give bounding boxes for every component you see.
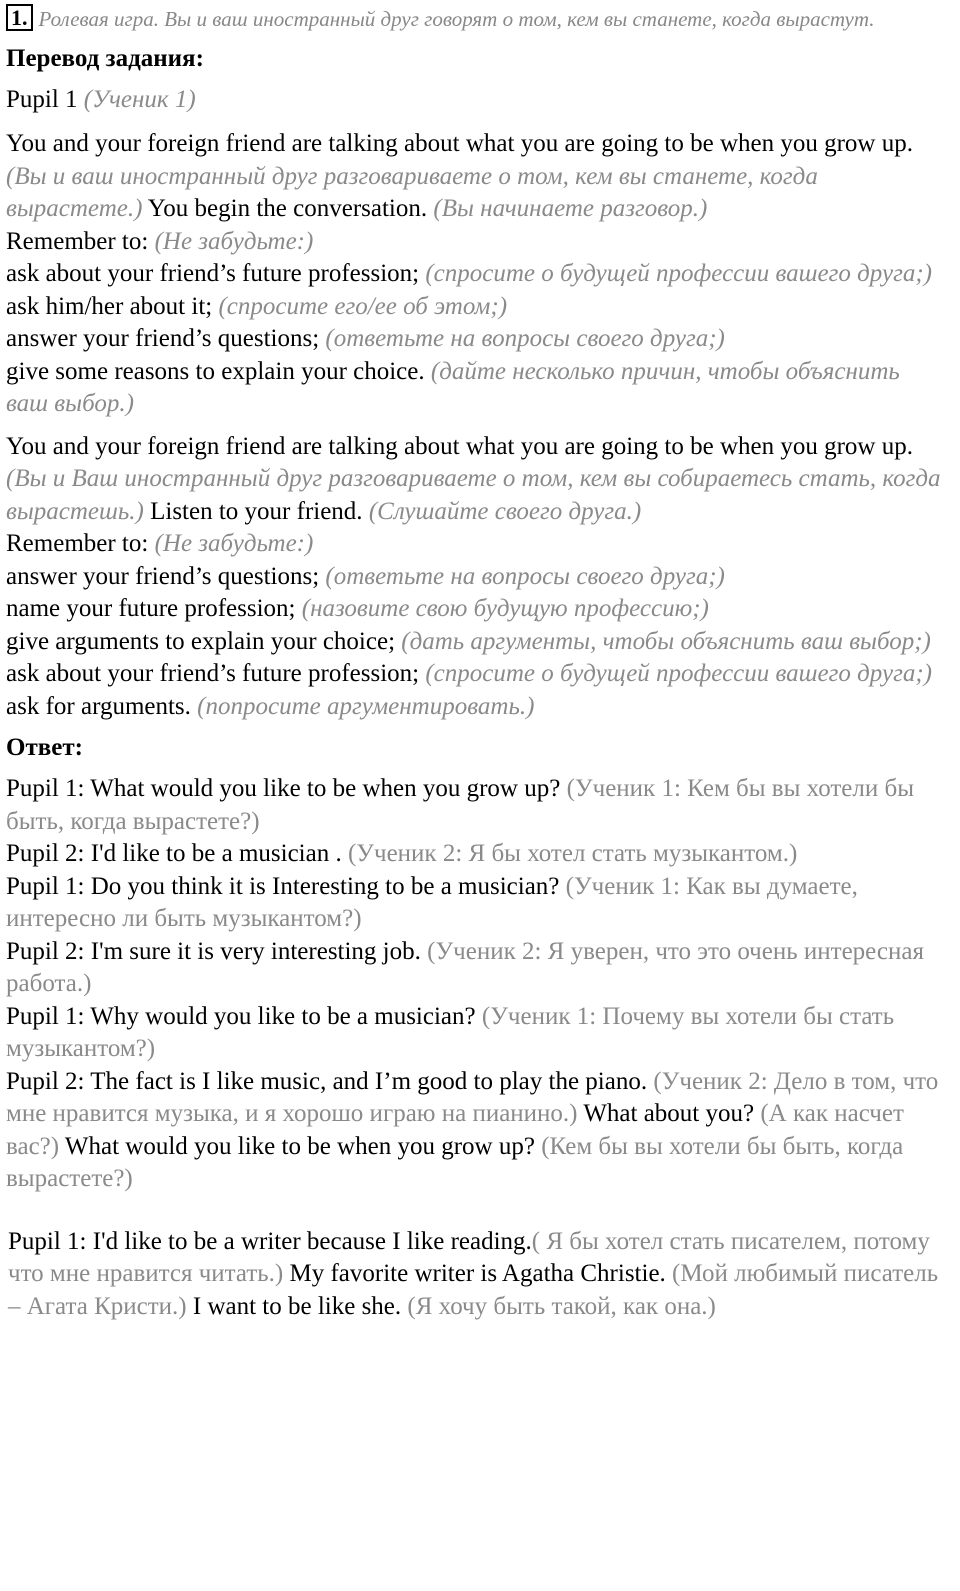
dialogue-en: What would you like to be when you grow up? [59, 1132, 535, 1160]
card2-remember-ru: (Не забудьте:) [148, 530, 314, 557]
dialogue-ru: ( Я бы хотел стать писателем, потому что мне нравится читать.) [8, 1227, 930, 1287]
dialogue-en: Pupil 1: What would you like to be when you grow up? [6, 775, 561, 802]
dialogue-ru: (Ученик 2: Дело в том, что мне нравится музыка, и я хорошо играю на пианино.) [6, 1067, 939, 1127]
item-en: name your future profession; [6, 595, 296, 622]
item-en: answer your friend’s questions; [6, 562, 320, 590]
item-en: answer your friend’s questions; [6, 325, 320, 352]
card1-remember [6, 226, 946, 259]
dialogue-ru: (Ученик 2: Я бы хотел стать музыкантом.) [341, 840, 798, 867]
task-number: 1. [6, 4, 33, 31]
card2-intro-en-1: Listen to your friend. [143, 497, 363, 525]
exercise-page [6, 4, 946, 1323]
item-ru: (спросите о будущей профессии вашего друга;) [419, 260, 932, 287]
dialogue-ru: (Кем бы вы хотели бы быть, когда вырастете?) [6, 1132, 904, 1192]
card1-intro-ru-0: (Вы и ваш иностранный друг разговариваете о том, кем вы станете, когда вырастете.) [6, 162, 818, 222]
dialogue-line [6, 773, 946, 838]
item-ru: (дайте несколько причин, чтобы объяснить ваш выбор.) [6, 357, 900, 417]
dialogue-line [6, 1066, 946, 1196]
card2-remember-en: Remember to: [6, 530, 149, 557]
card1 [6, 128, 946, 421]
dialogue-ru: (Я хочу быть такой, как она.) [401, 1292, 716, 1320]
dialogue [6, 773, 946, 1196]
dialogue-en: Pupil 1: I'd like to be a writer because I like reading. [8, 1227, 532, 1255]
item-ru: (ответьте на вопросы своего друга;) [319, 325, 725, 352]
card2 [6, 431, 946, 724]
dialogue-ru: (Ученик 2: Я уверен, что это очень интересная работа.) [6, 937, 924, 997]
dialogue-en: Pupil 2: The fact is I like music, and I’m good to play the piano. [6, 1067, 648, 1095]
card1-intro-en-1: You begin the conversation. [142, 195, 428, 222]
card1-remember-ru: (Не забудьте:) [148, 227, 314, 255]
dialogue-ru: (Ученик 1: Как вы думаете, интересно ли быть музыкантом?) [6, 872, 858, 932]
item-ru: (назовите свою будущую профессию;) [295, 595, 709, 622]
item-en: give some reasons to explain your choice. [6, 357, 425, 385]
dialogue-ru: (А как насчет вас?) [6, 1100, 904, 1160]
list-item [6, 323, 946, 356]
task-statement [6, 4, 946, 34]
task-text: Ролевая игра. Вы и ваш иностранный друг говорят о том, кем вы станете, когда вырастут. [38, 7, 875, 31]
pupil1-label-ru: (Ученик 1) [83, 86, 196, 113]
item-en: ask about your friend’s future profession; [6, 260, 420, 287]
card2-intro [6, 431, 946, 529]
card1-intro [6, 128, 946, 226]
card1-remember-en: Remember to: [6, 227, 149, 255]
list-item [6, 658, 946, 691]
list-item [6, 258, 946, 291]
dialogue-en: Pupil 2: I'd like to be a musician . [6, 840, 342, 867]
dialogue-en: My favorite writer is Agatha Christie. [283, 1260, 666, 1287]
dialogue-line [6, 936, 946, 1001]
item-ru: (спросите о будущей профессии вашего друга;) [419, 660, 932, 687]
card2-intro-en-0: You and your foreign friend are talking about what you are going to be when you grow up. [6, 432, 913, 460]
card2-intro-ru-0: (Вы и Ваш иностранный друг разговариваете о том, кем вы собираетесь стать, когда вырастешь.) [6, 465, 941, 525]
item-ru: (попросите аргументировать.) [190, 692, 535, 720]
item-en: ask for arguments. [6, 692, 191, 720]
translation-heading: Перевод задания: [6, 45, 204, 72]
list-item [6, 626, 946, 659]
pupil1-label-en: Pupil 1 [6, 86, 78, 113]
dialogue-ru: (Ученик 1: Кем бы вы хотели бы быть, когда вырастете?) [6, 775, 915, 835]
card2-remember [6, 528, 946, 561]
dialogue-en: What about you? [577, 1100, 755, 1127]
dialogue-last [6, 1226, 946, 1324]
dialogue-line [6, 1001, 946, 1066]
card2-intro-ru-1: (Слушайте своего друга.) [362, 497, 642, 525]
dialogue-en: Pupil 1: Why would you like to be a musician? [6, 1002, 476, 1030]
item-ru: (спросите его/ее об этом;) [212, 292, 508, 320]
card1-intro-ru-1: (Вы начинаете разговор.) [427, 195, 708, 222]
list-item [6, 561, 946, 594]
dialogue-line [6, 838, 946, 871]
item-ru: (дать аргументы, чтобы объяснить ваш выбор;) [395, 627, 931, 655]
card1-intro-en-0: You and your foreign friend are talking about what you are going to be when you grow up. [6, 130, 913, 157]
dialogue-en: Pupil 2: I'm sure it is very interesting job. [6, 937, 421, 965]
dialogue-ru: (Ученик 1: Почему вы хотели бы стать музыкантом?) [6, 1002, 895, 1062]
item-en: give arguments to explain your choice; [6, 627, 396, 655]
item-en: ask about your friend’s future profession; [6, 660, 420, 687]
pupil1-label [6, 84, 946, 116]
list-item [6, 691, 946, 724]
dialogue-en: Pupil 1: Do you think it is Interesting to be a musician? [6, 872, 560, 900]
list-item [6, 593, 946, 626]
answer-heading: Ответ: [6, 734, 83, 761]
dialogue-en: I want to be like she. [186, 1292, 402, 1320]
item-en: ask him/her about it; [6, 292, 213, 320]
item-ru: (ответьте на вопросы своего друга;) [319, 562, 725, 590]
list-item [6, 356, 946, 421]
dialogue-ru: (Мой любимый писатель – Агата Кристи.) [8, 1260, 939, 1320]
dialogue-line [6, 871, 946, 936]
list-item [6, 291, 946, 324]
